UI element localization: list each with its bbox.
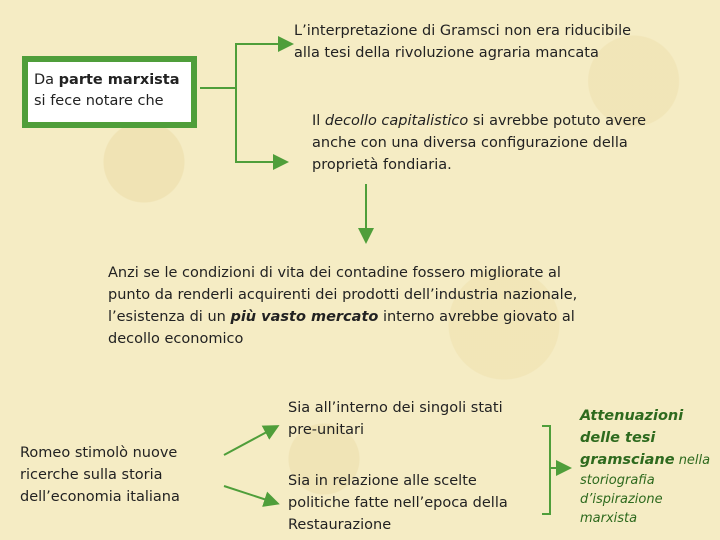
green-box-bold: parte marxista [58, 72, 180, 88]
anzi-emphasis: più vasto mercato [230, 309, 379, 325]
bracket [542, 426, 550, 514]
conclusion-rest: storiografia d’ispirazione marxista [580, 473, 663, 526]
branch-bottom-text: Sia in relazione alle scelte politiche fatte nell’epoca della Restaurazione [288, 473, 508, 533]
arrow-to-branch-top [224, 427, 276, 455]
arrow-to-branch-bottom [224, 486, 276, 503]
decollo-suffix: si avrebbe potuto avere anche con una diversa configurazione della proprietà fondiaria. [312, 113, 647, 173]
arrow-to-decollo [236, 88, 285, 162]
anzi-suffix: interno avrebbe giovato al decollo economico [108, 309, 575, 347]
green-box-prefix: Da [34, 72, 59, 88]
conclusion-bold: Attenuazioni delle tesi gramsciane nella [580, 408, 711, 468]
conclusion-inline: nella [674, 453, 711, 468]
conclusion-text [580, 405, 715, 528]
green-box-suffix: si fece notare che [34, 93, 164, 109]
romeo-text: Romeo stimolò nuove ricerche sulla storia dell’economia italiana [20, 445, 180, 505]
decollo-prefix: Il [312, 113, 325, 129]
green-box-text [28, 62, 191, 122]
arrow-to-gramsci [200, 44, 290, 88]
decollo-italic: decollo capitalistico [324, 113, 469, 129]
green-box [22, 56, 197, 128]
branch-top-text: Sia all’interno dei singoli stati pre-unitari [288, 400, 503, 438]
anzi-prefix: Anzi se le condizioni di vita dei contadine fossero migliorate al punto da renderli acquirenti dei prodotti dell’industria nazionale, l’esistenza di un [108, 265, 578, 325]
decollo-text [312, 110, 662, 176]
gramsci-text: L’interpretazione di Gramsci non era riducibile alla tesi della rivoluzione agraria mancata [294, 23, 632, 61]
anzi-text [108, 262, 598, 350]
